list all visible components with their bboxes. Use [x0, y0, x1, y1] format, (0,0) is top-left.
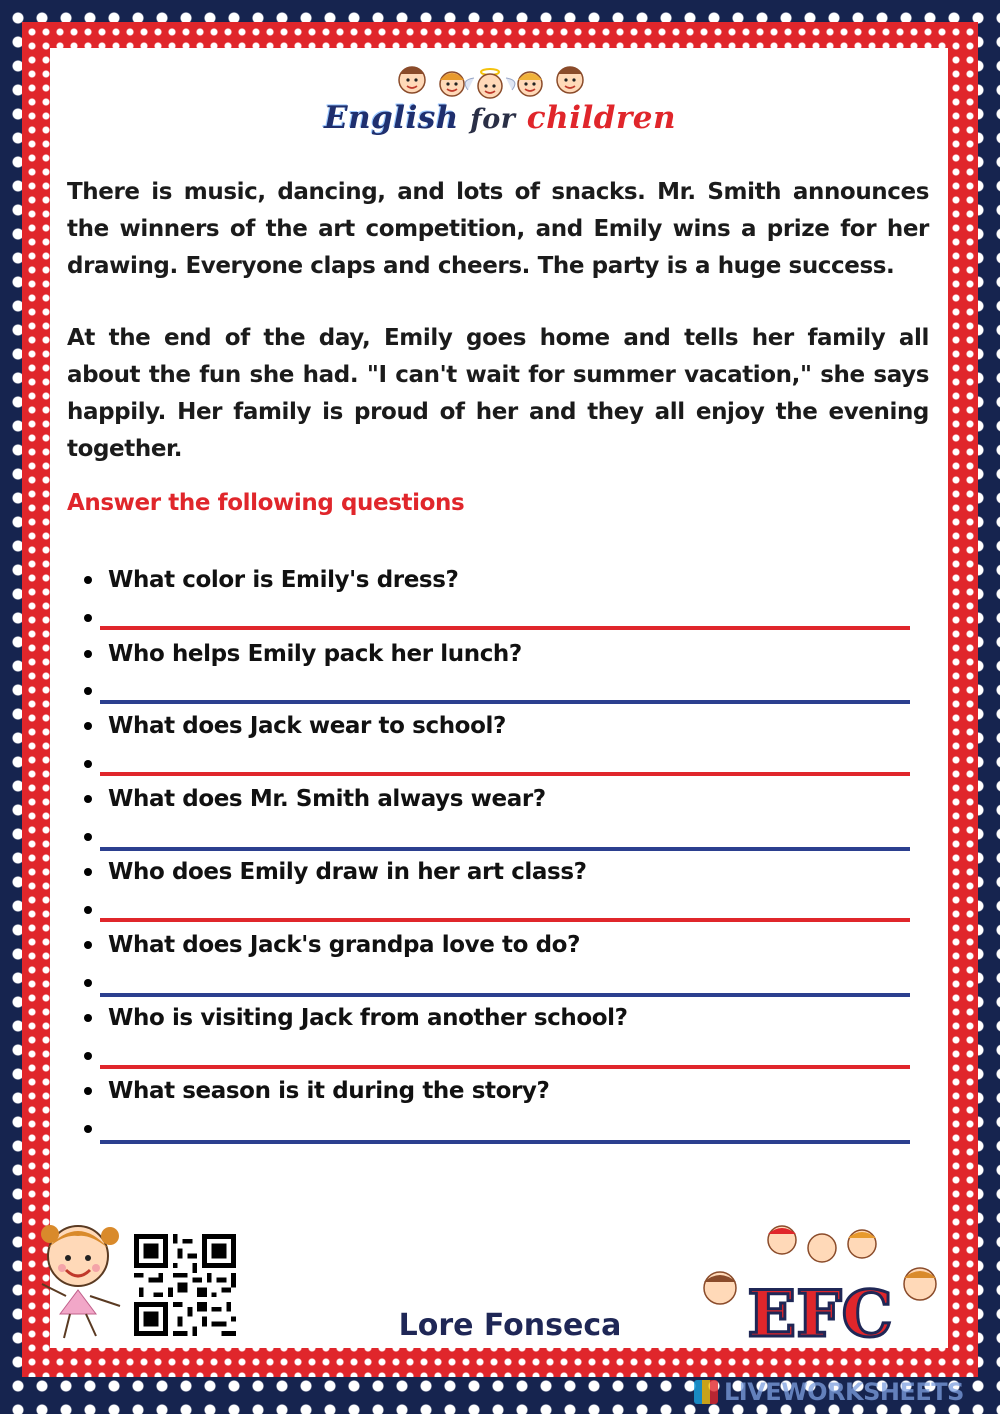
bullet-icon	[84, 1125, 92, 1133]
bullet-icon	[84, 906, 92, 914]
answer-line[interactable]	[100, 993, 910, 997]
efc-logo-text: EFC	[747, 1277, 893, 1352]
bullet-icon	[84, 614, 92, 622]
question-text: Who helps Emily pack her lunch?	[108, 641, 522, 667]
efc-logo	[690, 1218, 950, 1368]
bullet-icon	[84, 576, 92, 584]
answer-line[interactable]	[100, 772, 910, 776]
question-text: What does Mr. Smith always wear?	[108, 786, 546, 812]
bullet-icon	[84, 979, 92, 987]
bullet-icon	[84, 760, 92, 768]
dancing-girl-icon	[20, 1214, 140, 1344]
bullet-icon	[84, 833, 92, 841]
answer-line[interactable]	[100, 1065, 910, 1069]
author-name: Lore Fonseca	[398, 1308, 622, 1343]
question-text: Who does Emily draw in her art class?	[108, 859, 587, 885]
bullet-icon	[84, 1052, 92, 1060]
answer-line[interactable]	[100, 918, 910, 922]
logo-title	[300, 100, 700, 136]
answer-line[interactable]	[100, 626, 910, 630]
question-text: What color is Emily's dress?	[108, 567, 459, 593]
liveworksheets-watermark	[690, 1376, 990, 1410]
bullet-icon	[84, 1014, 92, 1022]
logo-title-word-english: English	[323, 100, 459, 136]
watermark-text: LIVEWORKSHEETS	[724, 1378, 964, 1406]
answer-line[interactable]	[100, 700, 910, 704]
bullet-icon	[84, 650, 92, 658]
story-paragraph-2: At the end of the day, Emily goes home and tells her family all about the fun she had. "I can't wait for summer vacation," she says happily. Her family is proud of her and they all enjoy the evening together.	[67, 325, 929, 462]
story-paragraph-1: There is music, dancing, and lots of snacks. Mr. Smith announces the winners of the art competition, and Emily wins a prize for her drawing. Everyone claps and cheers. The party is a huge success.	[67, 179, 929, 279]
question-text: What does Jack's grandpa love to do?	[108, 932, 581, 958]
liveworksheets-badge-icon	[694, 1380, 718, 1404]
bullet-icon	[84, 687, 92, 695]
logo-title-word-for: for	[470, 104, 516, 135]
bullet-icon	[84, 1087, 92, 1095]
bullet-icon	[84, 795, 92, 803]
question-text: What does Jack wear to school?	[108, 713, 506, 739]
logo-title-word-children: children	[526, 100, 677, 136]
bullet-icon	[84, 941, 92, 949]
questions-heading: Answer the following questions	[67, 490, 465, 516]
answer-line[interactable]	[100, 1140, 910, 1144]
question-text: Who is visiting Jack from another school?	[108, 1005, 628, 1031]
question-text: What season is it during the story?	[108, 1078, 550, 1104]
answer-line[interactable]	[100, 847, 910, 851]
bullet-icon	[84, 722, 92, 730]
header-logo	[300, 60, 700, 150]
qr-code-icon	[134, 1234, 236, 1336]
bullet-icon	[84, 868, 92, 876]
